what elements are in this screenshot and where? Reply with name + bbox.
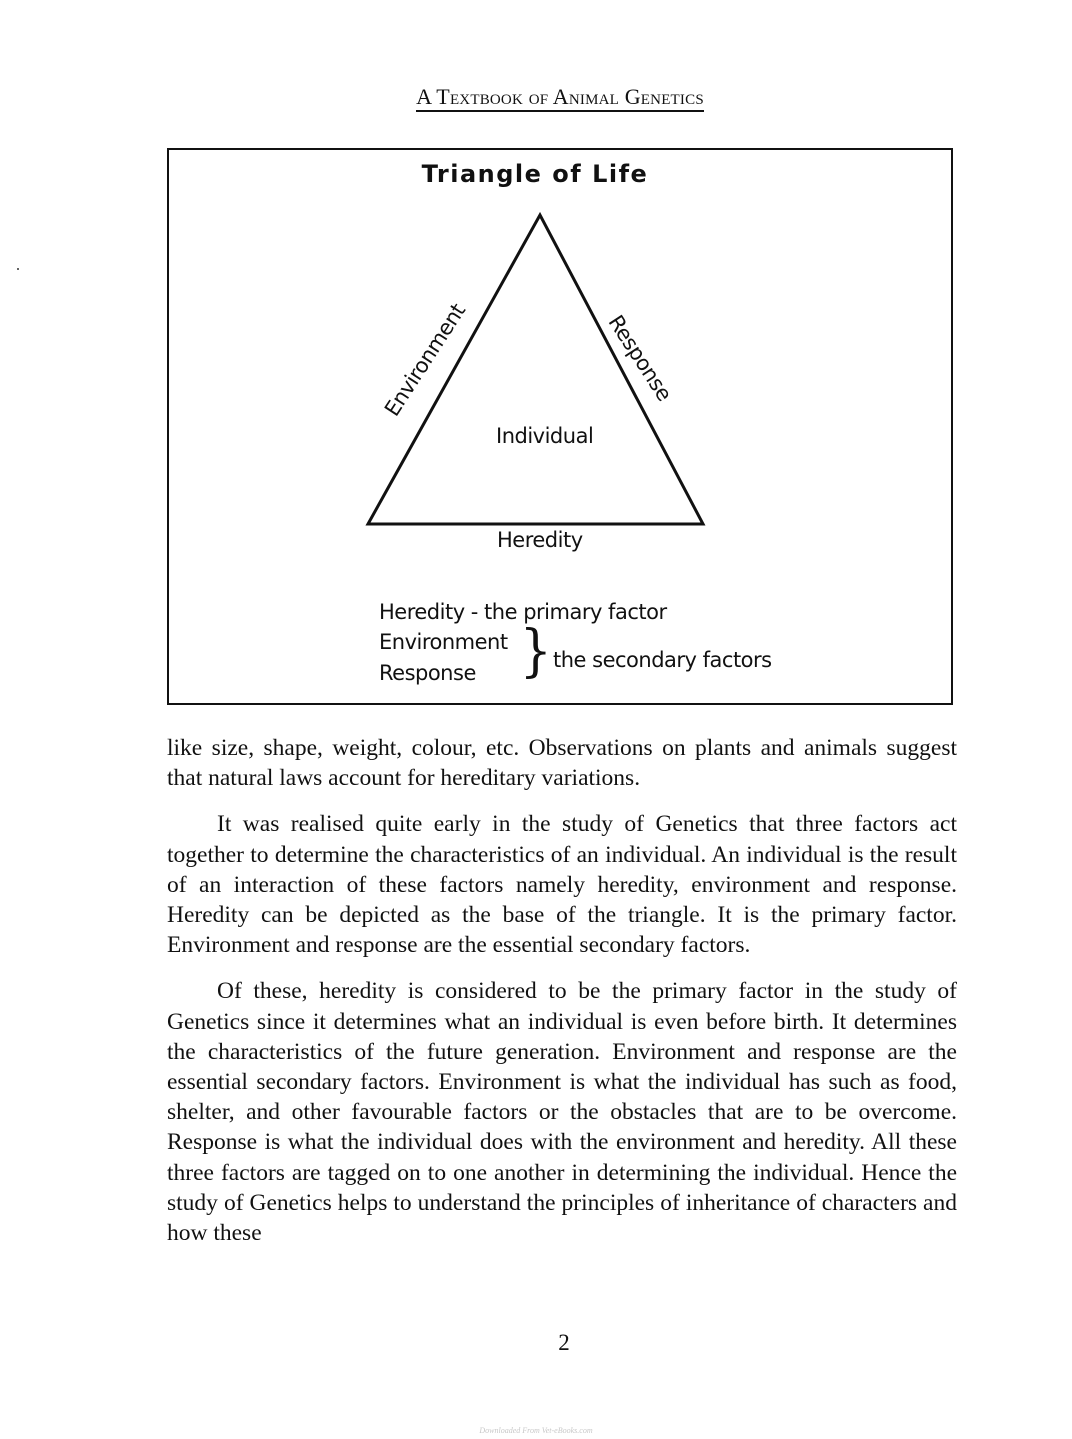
paragraph-2: It was realised quite early in the study of Genetics that three factors act together to determine the characteristics of an individual. An individual is the result of an interaction of these factors namely heredity, environment and response. Heredity can be depicted as the base of the triangle. It is the primary factor. Environment and response are the essential secondary factors. — [167, 811, 957, 959]
running-head-text: A Textbook of Animal Genetics — [416, 84, 704, 112]
label-response: Response — [603, 310, 677, 406]
legend-environment: Environment — [379, 630, 508, 654]
page-number: 2 — [558, 1330, 570, 1355]
label-heredity: Heredity — [497, 528, 583, 552]
label-environment: Environment — [379, 299, 471, 421]
watermark: Downloaded From Vet-eBooks.com — [479, 1426, 593, 1435]
label-individual: Individual — [496, 424, 594, 448]
legend-response: Response — [379, 661, 476, 685]
body-text — [167, 733, 957, 1248]
figure-title: Triangle of Life — [421, 160, 649, 188]
legend-primary: Heredity - the primary factor — [379, 600, 667, 624]
brace-glyph: } — [519, 619, 552, 684]
legend-secondary: the secondary factors — [553, 648, 772, 672]
paragraph-3: Of these, heredity is considered to be the primary factor in the study of Genetics since it determines what an individual is even before birth. It determines the characteristics of the future generation. Environment and response are the essential secondary factors. Environment is what the individual has such as food, shelter, and other favourable factors or the obstacles that are to be overcome. Response is what the individual does with the environment and heredity. All these three factors are tagged on to one another in determining the individual. Hence the study of Genetics helps to understand the principles of inheritance of characters and how these — [167, 978, 957, 1247]
paragraph-1: like size, shape, weight, colour, etc. Observations on plants and animals suggest that natural laws account for hereditary variations. — [167, 735, 957, 792]
